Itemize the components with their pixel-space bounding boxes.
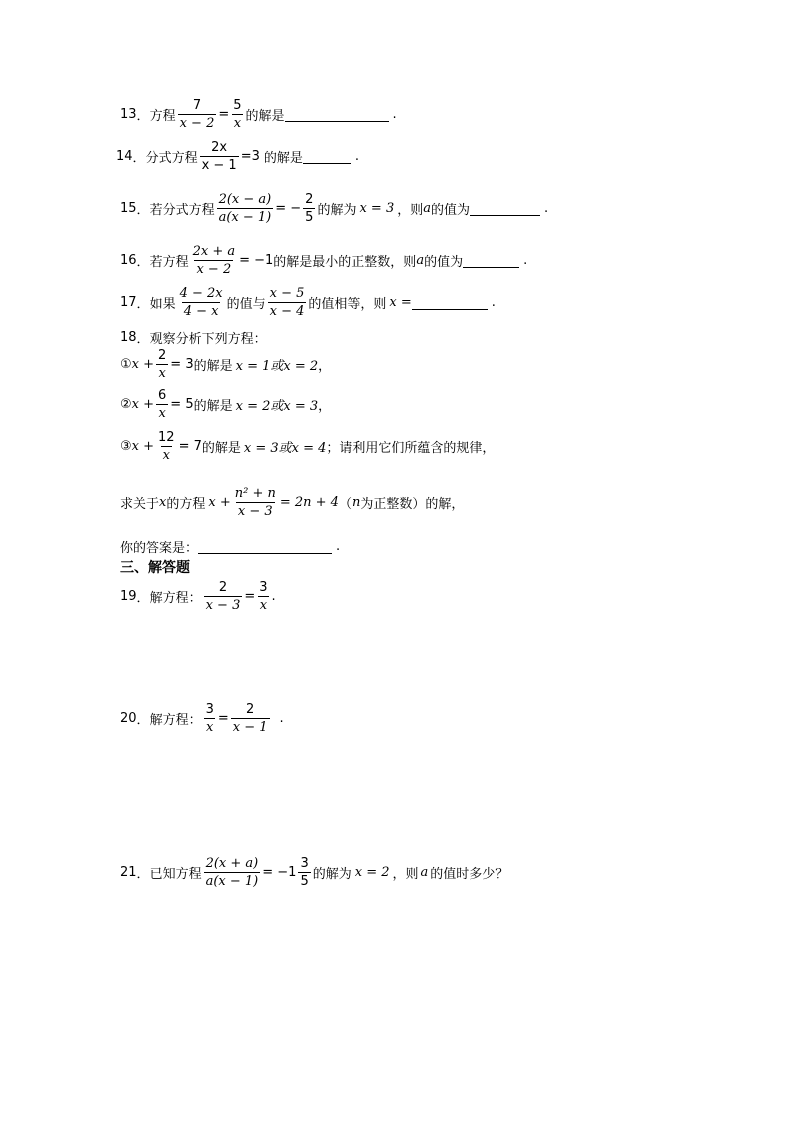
example-equation-3: ③ x + $\frac{12}{x}$ = 7 的解是 x = 3或x = 4 ；请利用它们所蕴含的规律， [120, 430, 496, 463]
question-20: 20 ． 解方程： $\frac{3}{x}$ = $\frac{2}{x - 1}$ . [120, 702, 284, 735]
question-number: 13 [120, 107, 137, 122]
question-13: 13 ． 方程 $\frac{7}{x - 2}$ = $\frac{5}{x}$ 的解是 . [120, 98, 397, 131]
answer-blank[interactable] [412, 295, 488, 310]
question-number: 17 [120, 295, 137, 310]
answer-blank[interactable] [303, 149, 351, 164]
fraction: $\frac{5}{x}$ [233, 98, 242, 131]
answer-blank[interactable] [463, 253, 519, 268]
fraction: $\frac{4 - 2x}{4 - x}$ [179, 286, 223, 319]
fraction: $\frac{3}{x}$ [205, 702, 214, 735]
fraction: $\frac{3}{5}$ [300, 856, 309, 889]
fraction: $\frac{2(x - a)}{a(x - 1)}$ [218, 192, 272, 225]
question-18-answer: 你的答案是： . [120, 539, 341, 556]
mixed-number: = −1 $\frac{3}{5}$ [262, 856, 309, 889]
fraction: $\frac{3}{x}$ [259, 580, 268, 613]
fraction: $\frac{\text{n² + n}}{x - 3}$ [234, 486, 276, 519]
fraction: $\frac{7}{x - 2}$ [179, 98, 215, 131]
question-21: 21 ． 已知方程 $\frac{2(x + a)}{a(x - 1)}$ = −1 $\frac{3}{5}$ 的解为 x = 2 ，则 a 的值时多少？ [120, 856, 509, 889]
question-number: 15 [120, 201, 137, 216]
fraction: $\frac{2}{x}$ [158, 348, 167, 381]
question-number: 21 [120, 865, 137, 880]
question-number: 16 [120, 253, 137, 268]
question-14: 14 ． 分式方程 $\frac{2x}{x - 1}$ =3 的解是 . [116, 140, 360, 173]
fraction: $\frac{2x + a}{x - 2}$ [192, 244, 236, 277]
question-18-ask: 求关于 x 的方程 x + $\frac{\text{n² + n}}{x - 3}$ = 2n + 4 （ n 为正整数）的解， [120, 486, 465, 519]
answer-blank[interactable] [285, 107, 389, 122]
fraction: $\frac{2x}{x - 1}$ [201, 140, 237, 173]
fraction: $\frac{2}{x - 3}$ [205, 580, 241, 613]
example-equation-2: ② x + $\frac{6}{x}$ = 5 的解是 x = 2或x = 3 ， [120, 388, 332, 421]
example-equation-1: ① x + $\frac{2}{x}$ = 3 的解是 x = 1或x = 2 ， [120, 348, 332, 381]
question-17: 17 ． 如果 $\frac{4 - 2x}{4 - x}$ 的值与 $\frac{x - 5}{x - 4}$ 的值相等，则 x = . [120, 286, 496, 319]
fraction: $\frac{x - 5}{x - 4}$ [269, 286, 305, 319]
question-18: 18 ． 观察分析下列方程： [120, 330, 267, 347]
section-heading: 三、解答题 [120, 560, 190, 576]
fraction: $\frac{2(x + a)}{a(x - 1)}$ [205, 856, 259, 889]
question-number: 18 [120, 330, 137, 345]
fraction: $\frac{2}{5}$ [305, 192, 314, 225]
question-number: 14 [116, 149, 133, 164]
question-15: 15 ． 若分式方程 $\frac{2(x - a)}{a(x - 1)}$ = − $\frac{2}{5}$ 的解为 x = 3 ，则 a 的值为 . [120, 192, 549, 225]
fraction: $\frac{6}{x}$ [158, 388, 167, 421]
answer-blank[interactable] [470, 201, 540, 216]
fraction: $\frac{12}{x}$ [158, 430, 175, 463]
answer-blank[interactable] [198, 539, 332, 554]
question-number: 20 [120, 711, 137, 726]
question-number: 19 [120, 589, 137, 604]
question-16: 16 ． 若方程 $\frac{2x + a}{x - 2}$ = −1 的解是最小的正整数，则 a 的值为 . [120, 244, 528, 277]
fraction: $\frac{2}{x - 1}$ [232, 702, 268, 735]
question-19: 19 ． 解方程： $\frac{2}{x - 3}$ = $\frac{3}{x}$ . [120, 580, 276, 613]
